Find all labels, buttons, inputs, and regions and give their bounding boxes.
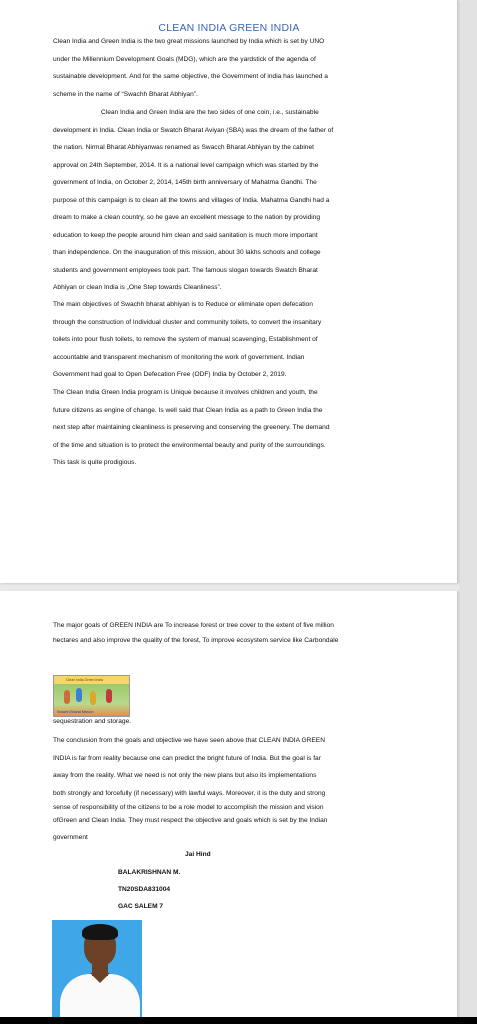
paragraph-program	[53, 384, 398, 472]
text-line: future citizens as engine of change. Is well said that Clean India as a path to Green India the	[53, 406, 323, 414]
paragraph-objectives	[53, 296, 398, 384]
scroll-gutter	[459, 0, 477, 1024]
text-line: sense of responsibility of the citizens to be a role model to accomplish the mission and vision	[53, 804, 324, 811]
text-line: education to keep the people around him clean and said sanitation is much more important	[53, 231, 318, 239]
author-photo	[52, 920, 142, 1024]
text-line: government	[53, 834, 88, 841]
text-line: This task is quite prodigious.	[53, 459, 137, 466]
image-caption-bottom: Swachh Bharat Mission	[57, 710, 94, 714]
text-line: The conclusion from the goals and objective we have seen above that CLEAN INDIA GREEN	[53, 737, 325, 744]
author-name: BALAKRISHNAN M.	[118, 869, 181, 876]
child-figure-icon	[106, 689, 112, 703]
paragraph-intro	[53, 33, 398, 103]
paragraph-green-goals	[53, 618, 398, 648]
text-line: sustainable development. And for the same objective, the Government of india has launched a	[53, 73, 328, 80]
text-line: government of India, on October 2, 2014, 145th birth anniversary of Mahatma Gandhi. The	[53, 179, 317, 186]
text-line: accountable and transparent mechanism of monitoring the work of government. Indian	[53, 353, 305, 361]
image-caption-top: Clean India Green India	[66, 678, 103, 682]
text-line: Government had goal to Open Defecation Free (ODF) India by October 2, 2019.	[53, 371, 287, 378]
text-line: dream to make a clean country, so he gave an excellent message to the nation by providing	[53, 214, 321, 221]
text-line: the nation. Nirmal Bharat Abhiyanwas renamed as Swacch Bharat Abhiyan by the cabinet	[53, 144, 314, 151]
text-line: The major goals of GREEN INDIA are To increase forest or tree cover to the extent of five million	[53, 622, 334, 629]
text-line: away from the reality. What we need is not only the new plans but also its implementations	[53, 772, 317, 779]
text-line: students and government employees took part. The famous slogan towards Swatch Bharat	[53, 266, 318, 274]
text-line: sequestration and storage.	[53, 718, 132, 725]
paragraph-swachh-bharat	[53, 104, 398, 297]
text-line: of the time and situation is to protect the environmental beauty and purity of the surroundings.	[53, 441, 326, 449]
child-figure-icon	[90, 691, 96, 705]
child-figure-icon	[64, 690, 70, 704]
document-title: CLEAN INDIA GREEN INDIA	[158, 22, 300, 34]
paragraph-closing	[53, 802, 398, 827]
swachh-bharat-image	[53, 675, 130, 717]
paragraph-conclusion	[53, 732, 398, 802]
signoff: Jai Hind	[185, 851, 211, 858]
text-line: next step after maintaining cleanliness is preserving and conserving the greenery. The demand	[53, 424, 330, 431]
text-line: The main objectives of Swachh bharat abhiyan is to Reduce or eliminate open defecation	[53, 301, 313, 308]
child-figure-icon	[76, 688, 82, 702]
text-line: Abhiyan or clean India is „One Step towards Cleanliness”.	[53, 284, 222, 291]
text-line: approval on 24th September, 2014. It is a national level campaign which was started by the	[53, 161, 319, 169]
text-line: development in India. Clean India or Swatch Bharat Aviyan (SBA) was the dream of the father of	[53, 126, 334, 134]
text-line: toilets into pour flush toilets, to remove the system of manual scavenging, Establishment of	[53, 336, 318, 343]
text-line: ofGreen and Clean India. They must respect the objective and goals which is set by the Indian	[53, 816, 328, 824]
text-line: scheme in the name of “Swachh Bharat Abhiyan”.	[53, 90, 198, 98]
college-name: GAC SALEM 7	[118, 903, 164, 910]
text-line: under the Millennium Development Goals (MDG), which are the yardstick of the agenda of	[53, 55, 316, 63]
bottom-bar	[0, 1017, 477, 1024]
text-line: Clean India and Green India are the two sides of one coin, i.e., sustainable	[101, 109, 319, 116]
author-id: TN20SDA831004	[118, 886, 171, 893]
text-line: than independence. On the inauguration of this mission, about 30 lakhs schools and college	[53, 249, 321, 256]
text-line: purpose of this campaign is to clean all the towns and villages of India. Mahatma Gandhi had a	[53, 196, 330, 204]
text-line: hectares and also improve the quality of the forest, To improve ecosystem service like Carbondale	[53, 637, 339, 644]
text-line: The Clean India Green India program is Unique because it involves children and youth, the	[53, 389, 318, 396]
text-line: INDIA is far from reality because one can predict the bright future of India. But the goal is far	[53, 754, 321, 762]
text-line: Clean India and Green India is the two great missions launched by India which is set by UNO	[53, 38, 325, 45]
text-line: through the construction of Individual cluster and community toilets, to convert the insanitary	[53, 318, 322, 326]
photo-hair	[82, 924, 118, 940]
paragraph-government	[53, 829, 398, 847]
text-line: both strongly and forcefully (if necessary) with lawful ways. Moreover, it is the duty and strong	[53, 789, 326, 797]
